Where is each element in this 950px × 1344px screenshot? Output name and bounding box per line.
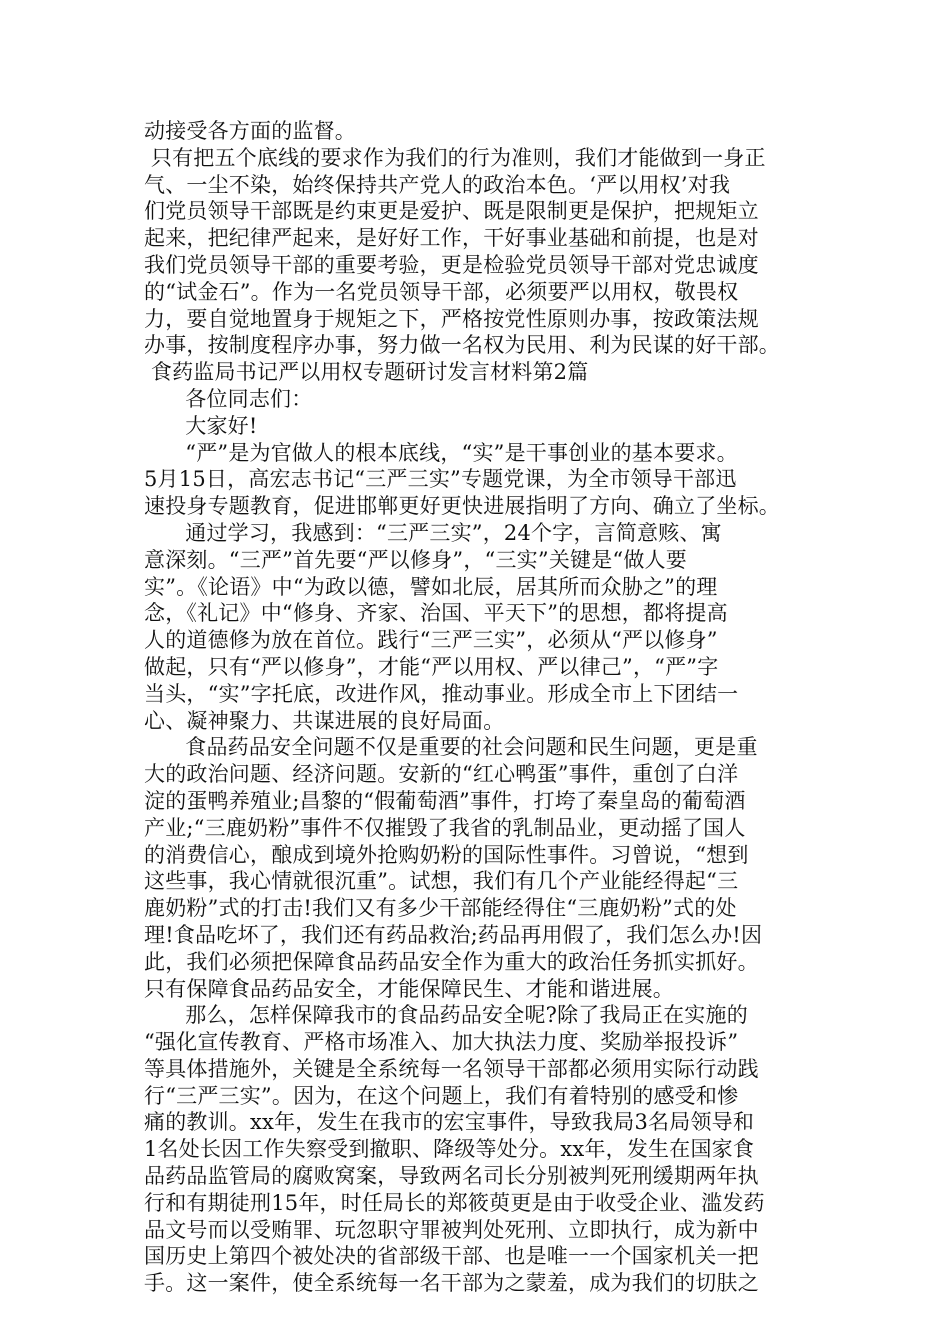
text-line: 产业;“三鹿奶粉”事件不仅摧毁了我省的乳制品业，更动摇了国人	[144, 815, 746, 840]
text-line: 1名处长因工作失察受到撤职、降级等处分。xx年，发生在国家食	[144, 1137, 755, 1162]
text-line: 大的政治问题、经济问题。安新的“红心鸭蛋”事件，重创了白洋	[144, 762, 739, 787]
text-line: 的消费信心，酿成到境外抢购奶粉的国际性事件。习曾说，“想到	[144, 842, 749, 867]
document-page	[144, 118, 820, 1297]
salutation: 各位同志们：	[144, 386, 313, 411]
text-line: 淀的蛋鸭养殖业;昌黎的“假葡萄酒”事件，打垮了秦皇岛的葡萄酒	[144, 788, 746, 813]
text-line: 品药品监管局的腐败窝案，导致两名司长分别被判死刑缓期两年执	[144, 1164, 759, 1189]
text-line: 起来，把纪律严起来，是好好工作，干好事业基础和前提，也是对	[144, 226, 759, 251]
text-line: 的“试金石”。作为一名党员领导干部，必须要严以用权，敬畏权	[144, 279, 739, 304]
text-line: 办事，按制度程序办事，努力做一名权为民用、利为民谋的好干部。	[144, 333, 780, 358]
text-line: 意深刻。“三严”首先要“严以修身”，“三实”关键是“做人要	[144, 547, 687, 572]
text-line: 速投身专题教育，促进邯郸更好更快进展指明了方向、确立了坐标。	[144, 494, 780, 519]
text-line: 念，《礼记》中“修身、齐家、治国、平天下”的思想，都将提高	[144, 601, 728, 626]
text-line: 手。这一案件，使全系统每一名干部为之蒙羞，成为我们的切肤之	[144, 1271, 759, 1296]
text-line: 理!食品吃坏了，我们还有药品救治;药品再用假了，我们怎么办!因	[144, 922, 763, 947]
text-line: 国历史上第四个被处决的省部级干部、也是唯一一个国家机关一把	[144, 1244, 759, 1269]
text-line: “严”是为官做人的根本底线，“实”是干事创业的基本要求。	[144, 440, 738, 465]
text-line: 做起，只有“严以修身”，才能“严以用权、严以律己”，“严”字	[144, 654, 719, 679]
text-line: 动接受各方面的监督。	[144, 119, 356, 143]
text-line: 品文号而以受贿罪、玩忽职守罪被判处死刑、立即执行，成为新中	[144, 1217, 759, 1242]
text-line: 食品药品安全问题不仅是重要的社会问题和民生问题，更是重	[144, 735, 758, 760]
text-line: 鹿奶粉”式的打击!我们又有多少干部能经得住“三鹿奶粉”式的处	[144, 896, 737, 921]
text-line: 痛的教训。xx年，发生在我市的宏宝事件，导致我局3名局领导和	[144, 1110, 755, 1135]
text-line: 此，我们必须把保障食品药品安全作为重大的政治任务抓实抓好。	[144, 949, 759, 974]
text-line: 我们党员领导干部的重要考验，更是检验党员领导干部对党忠诚度	[144, 252, 759, 277]
text-line: 5月15日，高宏志书记“三严三实”专题党课，为全市领导干部迅	[144, 467, 737, 492]
text-line: 只有保障食品药品安全，才能保障民生、才能和谐进展。	[144, 976, 674, 1001]
text-line: 当头，“实”字托底，改进作风，推动事业。形成全市上下团结一	[144, 681, 739, 706]
text-line: 行和有期徒刑15年，时任局长的郑筱萸更是由于收受企业、滥发药	[144, 1190, 765, 1215]
text-line: 那么，怎样保障我市的食品药品安全呢?除了我局正在实施的	[144, 1003, 748, 1028]
section-heading: 食药监局书记严以用权专题研讨发言材料第2篇	[144, 360, 589, 385]
greeting: 大家好!	[144, 413, 258, 438]
text-line: 人的道德修为放在首位。践行“三严三实”，必须从“严以修身”	[144, 628, 718, 653]
text-line: 等具体措施外，关键是全系统每一名领导干部都必须用实际行动践	[144, 1056, 759, 1081]
text-line: 力，要自觉地置身于规矩之下，严格按党性原则办事，按政策法规	[144, 306, 759, 331]
text-line: 行“三严三实”。因为，在这个问题上，我们有着特别的感受和惨	[144, 1083, 739, 1108]
text-line: 只有把五个底线的要求作为我们的行为准则，我们才能做到一身正	[144, 145, 766, 170]
text-line: 心、凝神聚力、共谋进展的良好局面。	[144, 708, 505, 733]
text-line: “强化宣传教育、严格市场准入、加大执法力度、奖励举报投诉”	[144, 1030, 739, 1055]
text-line: 通过学习，我感到：“三严三实”，24个字，言简意赅、寓	[144, 520, 722, 545]
text-line: 气、一尘不染，始终保持共产党人的政治本色。‘严以用权’对我	[144, 172, 731, 197]
text-line: 这些事，我心情就很沉重”。试想，我们有几个产业能经得起“三	[144, 869, 739, 894]
text-line: 们党员领导干部既是约束更是爱护、既是限制更是保护，把规矩立	[144, 199, 759, 224]
text-line: 实”。《论语》中“为政以德，譬如北辰，居其所而众胁之”的理	[144, 574, 718, 599]
